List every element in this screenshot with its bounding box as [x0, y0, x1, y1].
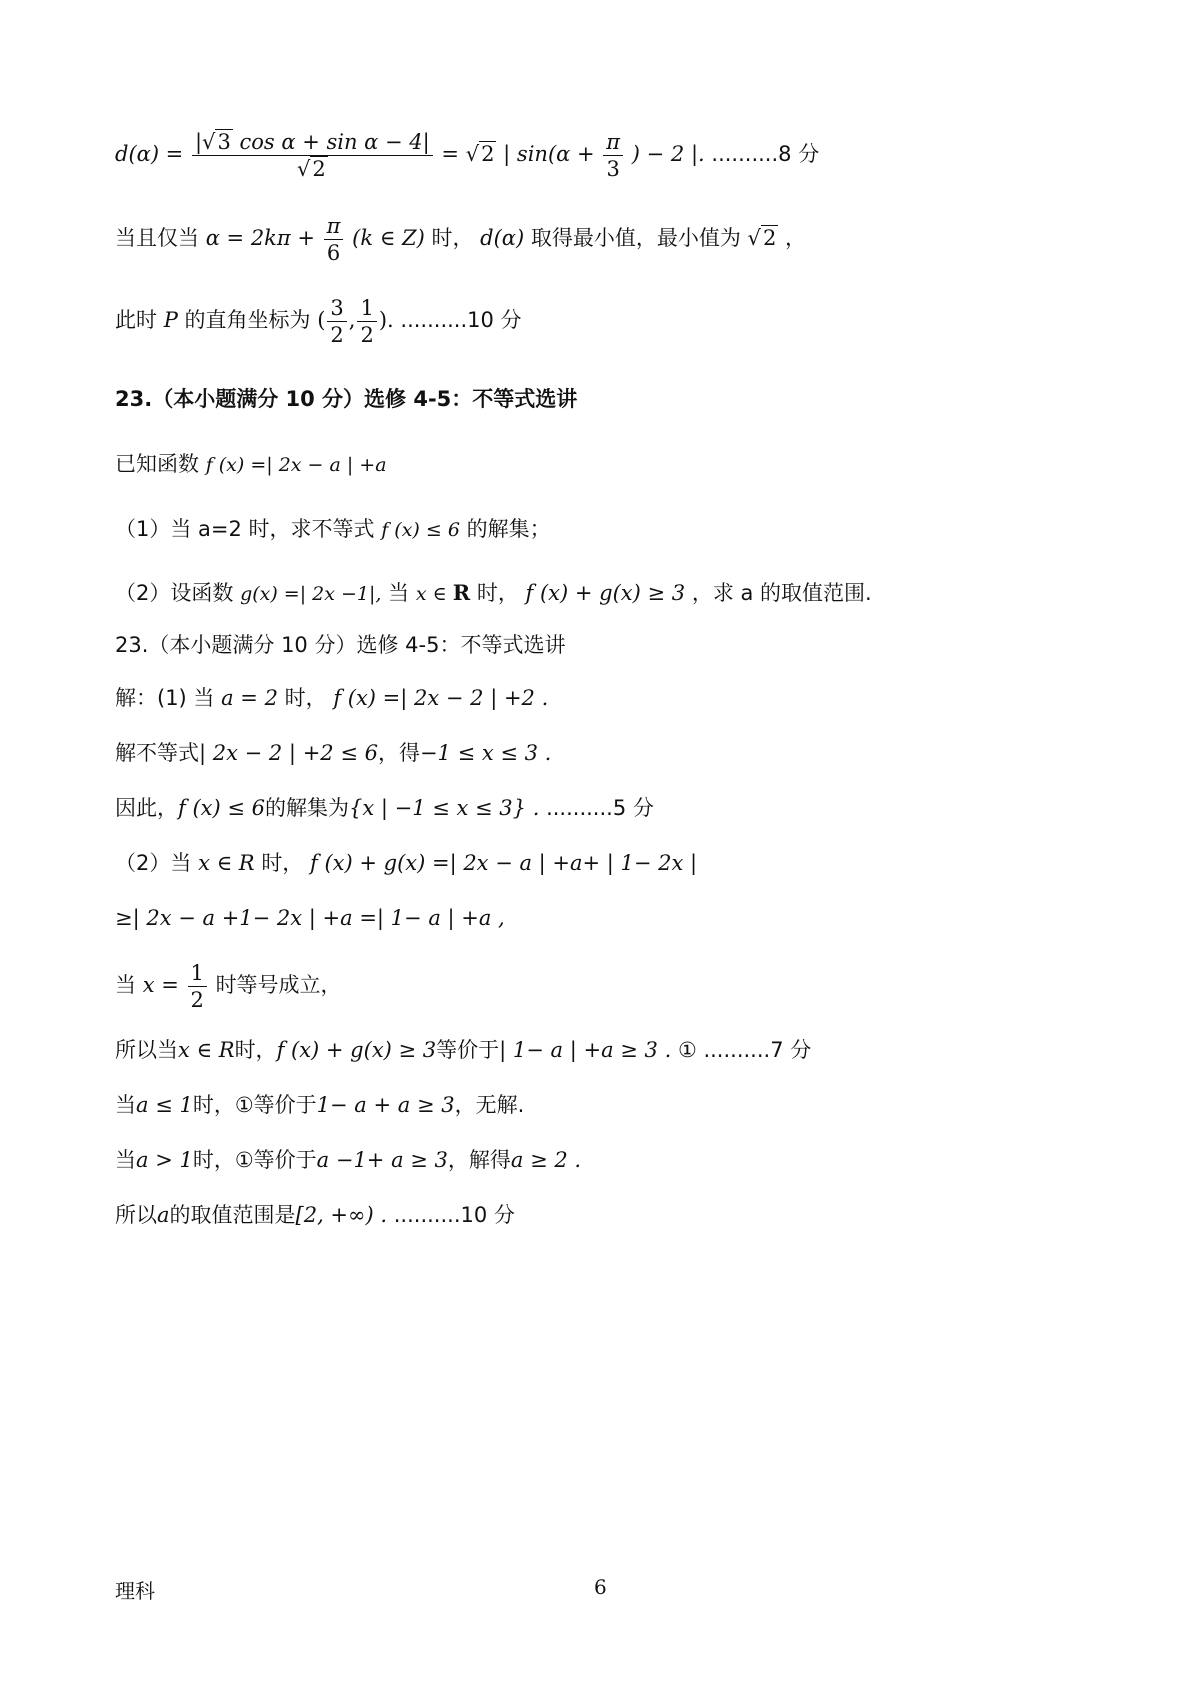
- prev-solution-line-3: 此时 P 的直角坐标为 ( $\frac{3}{2}$ , $\frac{1}{2}$ ). ..........10 分: [115, 295, 522, 347]
- sqrt: √3: [202, 129, 231, 154]
- fraction: $\frac{1}{2}$: [357, 295, 376, 348]
- problem-q1: （1）当 a=2 时，求不等式 f (x) ≤ 6 的解集；: [115, 517, 551, 541]
- problem-title: 23.（本小题满分 10 分）选修 4-5：不等式选讲: [115, 387, 578, 411]
- fraction: $\frac{\pi}{6}$: [324, 213, 344, 266]
- footer-subject: 理科: [115, 1579, 155, 1603]
- score: ..........5 分: [539, 796, 654, 820]
- solution-line-1: 解：(1) 当 a = 2 时， f (x) =| 2x − 2 | +2 .: [115, 686, 549, 710]
- solution-line-8: 当a ≤ 1时，①等价于1− a + a ≥ 3，无解.: [115, 1093, 525, 1117]
- prev-solution-line-2: 当且仅当 α = 2kπ + $\frac{\pi}{6}$ (k ∈ Z) 时， d(α) 取得最小值，最小值为 √2 ，: [115, 213, 806, 265]
- fraction: $\frac{3}{2}$: [327, 295, 346, 348]
- solution-line-10: 所以a的取值范围是[2, +∞) . ..........10 分: [115, 1203, 515, 1227]
- solution-line-3: 因此，f (x) ≤ 6的解集为{x | −1 ≤ x ≤ 3} . ..........5 分: [115, 796, 654, 820]
- solution-line-7: 所以当x ∈ R时，f (x) + g(x) ≥ 3等价于| 1− a | +a ≥ 3 . ① ..........7 分: [115, 1038, 812, 1062]
- sqrt: √2: [465, 142, 495, 166]
- problem-given: 已知函数 f (x) =| 2x − a | +a: [115, 452, 387, 476]
- solution-line-5: ≥| 2x − a +1− 2x | +a =| 1− a | +a ,: [115, 906, 505, 930]
- score: ..........10 分: [387, 1203, 515, 1227]
- problem-q2: （2）设函数 g(x) =| 2x −1|, 当 x ∈ R 时， f (x) + g(x) ≥ 3 ，求 a 的取值范围.: [115, 580, 872, 605]
- solution-line-4: （2）当 x ∈ R 时， f (x) + g(x) =| 2x − a | +a+ | 1− 2x |: [115, 851, 698, 875]
- fraction: $\frac{1}{2}$: [188, 960, 207, 1013]
- solution-line-9: 当a > 1时，①等价于a −1+ a ≥ 3，解得a ≥ 2 .: [115, 1148, 582, 1172]
- prev-solution-line-1: d(α) = $\frac{\text{|√3 cos α + sin α − 4|}}{√2}$ = √2 | sin(α + $\frac{\pi}{3}$ ) − 2 |. ..........8 分: [115, 129, 820, 181]
- fraction: $\frac{\pi}{3}$: [603, 129, 623, 182]
- sqrt: √2: [747, 226, 777, 250]
- score: ..........10 分: [400, 308, 522, 332]
- solution-line-2: 解不等式| 2x − 2 | +2 ≤ 6，得−1 ≤ x ≤ 3 .: [115, 741, 552, 765]
- score: ① ..........7 分: [671, 1038, 812, 1062]
- math-expr: d(α) =: [115, 142, 184, 166]
- page-number: 6: [594, 1575, 607, 1599]
- solution-line-6: 当 x = $\frac{1}{2}$ 时等号成立，: [115, 960, 342, 1012]
- sqrt: √2: [296, 156, 326, 181]
- solution-title: 23.（本小题满分 10 分）选修 4-5：不等式选讲: [115, 633, 566, 657]
- fraction: $\frac{\text{|√3 cos α + sin α − 4|}}{√2}$: [192, 129, 433, 182]
- score: ..........8 分: [711, 142, 820, 166]
